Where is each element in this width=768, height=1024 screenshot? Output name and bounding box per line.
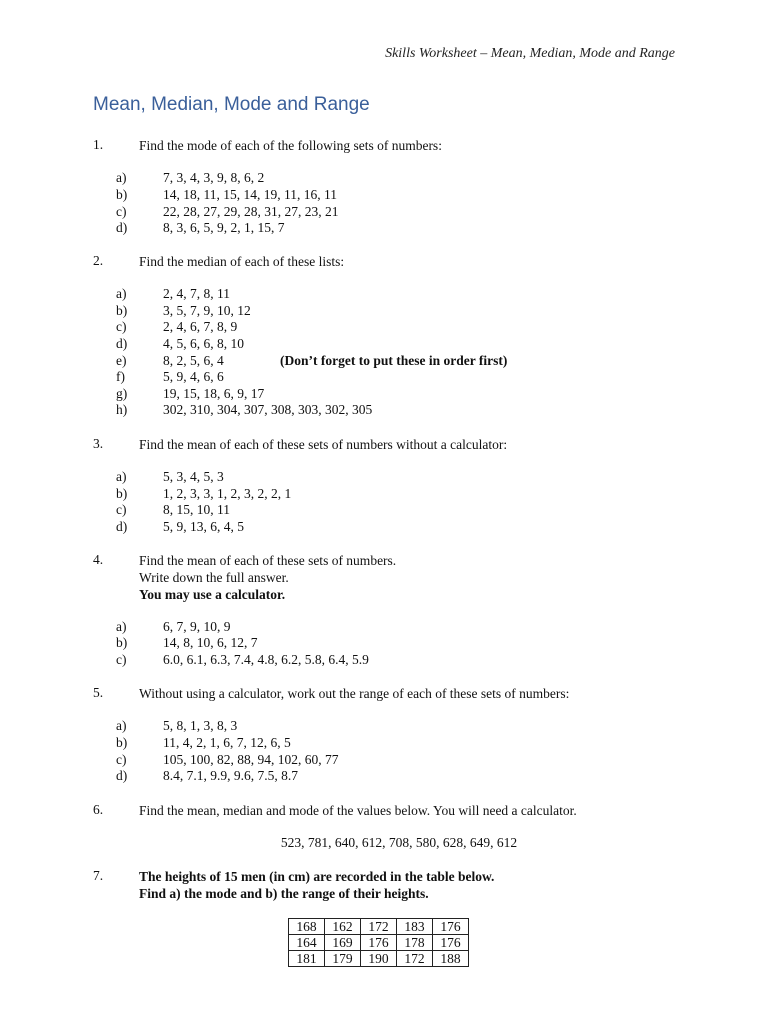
item-label: c): [116, 502, 127, 517]
item-value: 7, 3, 4, 3, 9, 8, 6, 2: [163, 170, 265, 185]
question-number: 5.: [93, 685, 104, 700]
table-cell: 176: [361, 935, 397, 951]
item-label: c): [116, 319, 127, 334]
item-label: d): [116, 220, 128, 235]
item-label: a): [116, 170, 127, 185]
heights-table: [288, 918, 469, 967]
question-line: Find a) the mode and b) the range of their heights.: [139, 886, 429, 901]
item-value: 302, 310, 304, 307, 308, 303, 302, 305: [163, 402, 373, 417]
item-label: a): [116, 619, 127, 634]
question-number: 3.: [93, 436, 104, 451]
item-label: c): [116, 652, 127, 667]
question-text: Find the mean, median and mode of the values below. You will need a calculator.: [139, 803, 577, 818]
table-cell: 190: [361, 951, 397, 967]
question-line: You may use a calculator.: [139, 587, 286, 602]
item-label: f): [116, 369, 125, 384]
question-number: 4.: [93, 552, 104, 567]
item-value: 105, 100, 82, 88, 94, 102, 60, 77: [163, 752, 339, 767]
item-value: 8, 15, 10, 11: [163, 502, 230, 517]
table-cell: 178: [397, 935, 433, 951]
question-number: 1.: [93, 137, 104, 152]
item-value: 14, 18, 11, 15, 14, 19, 11, 16, 11: [163, 187, 337, 202]
question-number: 2.: [93, 253, 104, 268]
table-cell: 168: [289, 919, 325, 935]
item-value: 8, 3, 6, 5, 9, 2, 1, 15, 7: [163, 220, 285, 235]
item-value: 4, 5, 6, 6, 8, 10: [163, 336, 244, 351]
item-label: d): [116, 336, 128, 351]
table-cell: 169: [325, 935, 361, 951]
item-label: a): [116, 718, 127, 733]
item-label: b): [116, 486, 128, 501]
item-label: g): [116, 386, 128, 401]
page-header: Skills Worksheet – Mean, Median, Mode and Range: [385, 46, 675, 61]
item-label: b): [116, 635, 128, 650]
question-text: Without using a calculator, work out the range of each of these sets of numbers:: [139, 686, 570, 701]
order-note: (Don’t forget to put these in order first): [280, 353, 508, 368]
question-text: [139, 552, 396, 603]
question-line: Find the mean of each of these sets of numbers.: [139, 553, 397, 568]
item-label: c): [116, 752, 127, 767]
question-number: 6.: [93, 802, 104, 817]
question-text: Find the mode of each of the following sets of numbers:: [139, 138, 442, 153]
item-value: 11, 4, 2, 1, 6, 7, 12, 6, 5: [163, 735, 291, 750]
item-value: 8, 2, 5, 6, 4: [163, 353, 224, 368]
table-cell: 179: [325, 951, 361, 967]
question-text: Find the mean of each of these sets of numbers without a calculator:: [139, 437, 508, 452]
item-label: b): [116, 187, 128, 202]
table-cell: 172: [361, 919, 397, 935]
item-value: 1, 2, 3, 3, 1, 2, 3, 2, 2, 1: [163, 486, 292, 501]
item-label: b): [116, 303, 128, 318]
table-cell: 183: [397, 919, 433, 935]
item-value: 6, 7, 9, 10, 9: [163, 619, 231, 634]
table-cell: 172: [397, 951, 433, 967]
question-text: Find the median of each of these lists:: [139, 254, 345, 269]
table-cell: 181: [289, 951, 325, 967]
item-label: c): [116, 204, 127, 219]
table-cell: 164: [289, 935, 325, 951]
table-cell: 176: [433, 935, 469, 951]
item-label: d): [116, 519, 128, 534]
item-label: b): [116, 735, 128, 750]
item-value: 2, 4, 7, 8, 11: [163, 286, 230, 301]
item-value: 19, 15, 18, 6, 9, 17: [163, 386, 265, 401]
item-value: 5, 9, 4, 6, 6: [163, 369, 224, 384]
table-cell: 176: [433, 919, 469, 935]
table-cell: 188: [433, 951, 469, 967]
question-text: [139, 868, 494, 902]
question-line: The heights of 15 men (in cm) are recorded in the table below.: [139, 869, 495, 884]
item-value: 5, 9, 13, 6, 4, 5: [163, 519, 244, 534]
item-value: 3, 5, 7, 9, 10, 12: [163, 303, 251, 318]
item-label: e): [116, 353, 127, 368]
item-label: d): [116, 768, 128, 783]
item-value: 14, 8, 10, 6, 12, 7: [163, 635, 258, 650]
item-label: a): [116, 286, 127, 301]
item-value: 8.4, 7.1, 9.9, 9.6, 7.5, 8.7: [163, 768, 298, 783]
item-value: 22, 28, 27, 29, 28, 31, 27, 23, 21: [163, 204, 339, 219]
item-value: 6.0, 6.1, 6.3, 7.4, 4.8, 6.2, 5.8, 6.4, 5.9: [163, 652, 369, 667]
item-value: 5, 3, 4, 5, 3: [163, 469, 224, 484]
table-cell: 162: [325, 919, 361, 935]
question-line: Write down the full answer.: [139, 570, 289, 585]
item-label: h): [116, 402, 128, 417]
table-row: [289, 935, 469, 951]
question-number: 7.: [93, 868, 104, 883]
page-title: Mean, Median, Mode and Range: [93, 94, 370, 115]
table-row: [289, 951, 469, 967]
item-label: a): [116, 469, 127, 484]
table-row: [289, 919, 469, 935]
item-value: 2, 4, 6, 7, 8, 9: [163, 319, 238, 334]
values-list: 523, 781, 640, 612, 708, 580, 628, 649, 612: [280, 835, 518, 850]
item-value: 5, 8, 1, 3, 8, 3: [163, 718, 238, 733]
